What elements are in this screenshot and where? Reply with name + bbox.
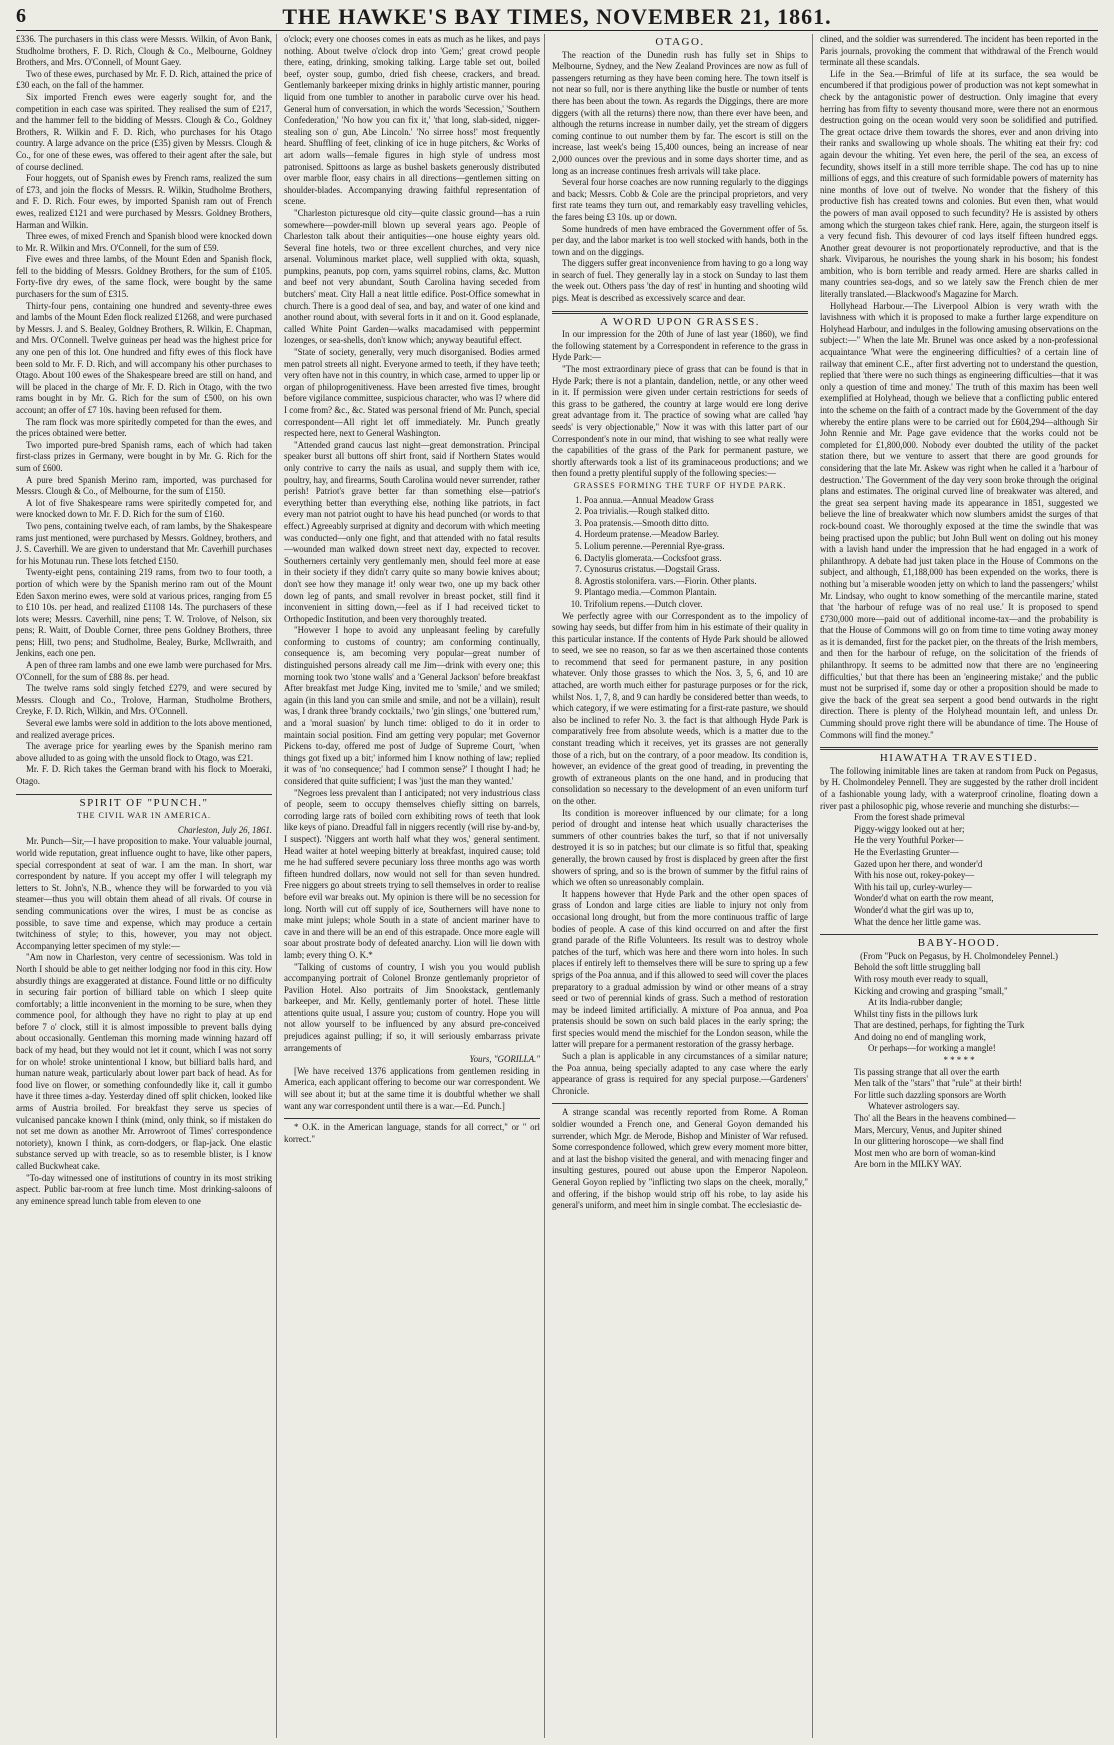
verse-line: That are destined, perhaps, for fighting the Turk (854, 1020, 1025, 1031)
list-item: 2. Poa trivialis.—Rough stalked ditto. (584, 506, 808, 518)
article-paragraph: "Am now in Charleston, very centre of secessionism. Was told in North I should be able to get neither lodging nor food in this city. How absurdly things are exaggerated at distance. Found little or no difficulty in securing fair portion of billiard table on which I sleep quite comfortably; a little inconvenient in the morning to be sure, when they commence pool, for although they have no right to play at up end before 7 o' clock, still it is almost impossible to prevent balls dying about occasionally. Gentleman this morning made winning hazard off back of my head, but they would not let it count, which I was not sorry for on whole! stroke unintentional I know, but billiard balls hard, and human nature weak, particularly about lower part back of head. As for food live on flower, or something confoundedly like it, call it gumbo have it three times a-day. Yesterday dined off split chicken, looked like arms of Austria broiled. For breakfast they serve us species of vulcanised pancake known I think (mind, only think, so if mistaken do not set me down as another Mr. Arrowroot of Times' correspondence notoriety), known I think, as corn-dodgers, or flap-jack. One elastic substance served up with treacle, so as to resemble blister, is I know called Buckwheat cake. (16, 952, 272, 1171)
verse-line: Are born in the MILKY WAY. (854, 1159, 962, 1170)
verse-line: Kicking and crowing and grasping "small," (854, 985, 1008, 996)
article-paragraph: £336. The purchasers in this class were Messrs. Wilkin, of Avon Bank, Studholme brothers, F. D. Rich, Clough & Co., Melbourne, Goldney Brothers, and Mrs. O'Connell, of Mount Gaey. (16, 34, 272, 68)
article-paragraph: A pure bred Spanish Merino ram, imported, was purchased for Messrs. Clough & Co., of Melbourne, for the sum of £150. (16, 474, 272, 497)
article-paragraph: Twenty-eight pens, containing 219 rams, from two to four tooth, a portion of which were by the Spanish merino ram out of the Mount Eden Saxon merino ewes, were sold at various prices, ranging from £5 to £10 10s. per head, and realized £1108 14s. The purchasers of these lots were; Messrs. Caverhill, nine pens; T. W. Trolove, of Nelson, six pens; R. Waitt, of Double Corner, three pens Goldney Brothers, three pens; Hill, two pens; and Studholme, Bealey, Burke, McIlwraith, and Jenkins, each one pen. (16, 567, 272, 659)
list-item: 7. Cynosurus cristatus.—Dogstail Grass. (584, 564, 808, 576)
article-paragraph: In our impression for the 20th of June of last year (1860), we find the following statement by a Correspondent in reference to the grass in Hyde Park:— (552, 329, 808, 363)
footnote-divider (284, 1118, 540, 1119)
verse-line: With his nose out, rokey-pokey— (854, 870, 975, 881)
punch-heading: SPIRIT OF "PUNCH." (79, 796, 209, 809)
footnote: * O.K. in the American language, stands for all correct," or " orl korrect." (284, 1122, 540, 1144)
article-paragraph: Some hundreds of men have embraced the Government offer of 5s. per day, and the labor market is too well stocked with hands, both in the town and on the diggings. (552, 223, 808, 257)
verse-line: Tho' all the Bears in the heavens combined— (854, 1113, 1016, 1124)
list-item: 6. Dactylis glomerata.—Cocksfoot grass. (584, 553, 808, 565)
column-4 (820, 34, 1098, 1738)
article-paragraph: Several four horse coaches are now running regularly to the diggings and back; Messrs. Cobb & Cole are the principal proprietors, and very first rate teams they turn out, and remarkably easy travelling vehicles, the fares being £3 10s. up or down. (552, 177, 808, 222)
article-paragraph: It happens however that Hyde Park and the other open spaces of grass of London and large cities are liable to injury not only from occasional long drought, but from the more continuous traffic of large bodies of people. A case of this kind occurred on and after the first grand parade of the Rifle Volunteers. Its result was to destroy whole patches of the turf, which was here and there worn into holes. In such places if entirely left to themselves there will be sure to spring up a few sprigs of the Poa annua, and if this allowed to seed will cover the places preparatory to a gradual admission by wind or other means of a stray seed or two of perennial kinds of grass. Such a method of restoration may be indeed limited artificially. A mixture of Poa annua, and Poa pratensis should be sown on such bald places in the early spring; the first species would mend the mischief for the London season, while the latter will prepare for a permanent restoration of the grassy herbage. (552, 888, 808, 1050)
article-paragraph: The twelve rams sold singly fetched £279, and were secured by Messrs. Clough and Co., Trolove, Harman, Studholme Brothers, Creyke, F. D. Rich, Wilkin, and Mrs. O'Connell. (16, 683, 272, 717)
article-paragraph: Life in the Sea.—Brimful of life at its surface, the sea would be encumbered if that prodigious power of production was not kept somewhat in check by the antagonistic power of destruction. Only imagine that every herring has from fifty to seventy thousand more, were there not an enormous destruction going on the ocean would very soon be solidified and putrified. The great octace drive them towards the shores, ever and anon driving into their ranks and swallowing up whole shoals. The whiting eat their fry: cod again devour the whiting. Yet even here, the peril of the sea, an excess of fecundity, shows itself in a still more terrible shape. The cod has up to nine millions of eggs, and this creature of such formidable powers of maternity has nine months of love out of twelve. No wonder that the fishery of this productive fish has created towns and colonies. But even then, what would the powers of man avail opposed to such fecundity? He is assisted by others among which the sturgeon takes chief rank. Here, again, the sturgeon itself is a very fecund fish. This devourer of cod lays itself fifteen hundred eggs. Another great devourer is not proportionately reproductive, and that is the shark. Viviparous, he nourishes the young shark in his bosom; his fondest ambition, who is born terrible and ready armed. Here are sharks called in many countries sea-dogs, and so we lately saw the French chien de mer literally translated.—Blackwood's Magazine for March. (820, 68, 1098, 300)
list-item: 5. Lolium perenne.—Perennial Rye-grass. (584, 541, 808, 553)
article-paragraph: o'clock; every one chooses comes in eats as much as he likes, and pays nothing. About twelve o'clock drop into 'Gem;' great crowd people there, eating, drinking, smoking talking. Large table set out, boiled beef, oyster soup, gumbo, dried fish cheese, crackers, and bread. Gentlemanly barkeeper mixing drinks in highly artistic manner, pouring liquid from one tumbler to another in parabolic curve over his head. General hum of conversation, in which the words 'Secession,' 'Southern Confederation,' 'No how you can fix it,' 'that long, slab-sided, nigger-stealing son o' gun, Abe Lincoln.' 'No sirree hoss!' most frequently heard. Shuffling of feet, clinking of ice in huge pitchers, &c Works of art adorn walls—female figures in high style of undress most patronised. Spittoons as large as bushel baskets generously distributed over marble floor, easy chairs in all directions—gentlemen sitting on shoulder-blades. Accompanying drawing faithful representation of scene. (284, 34, 540, 207)
editor-note: [We have received 1376 applications from gentlemen residing in America, each applicant offering to become our war correspondent. We will see about it; but at the same time it is doubtful whether we shall want any war correspondent until there is a war.—Ed. Punch.] (284, 1065, 540, 1111)
article-paragraph: "To-day witnessed one of institutions of country in its most striking aspect. Public bar-room at free lunch time. Most drinking-saloons of any eminence spread lunch table from eleven to one (16, 1172, 272, 1206)
verse-line: At its India-rubber dangle; (868, 997, 963, 1008)
verse-line: For little such dazzling sponsors are Worth (854, 1089, 1006, 1100)
section-divider (552, 1103, 808, 1104)
verse-break: * * * * * (943, 1055, 975, 1066)
article-paragraph: Such a plan is applicable in any circumstances of a similar nature; the Poa annua, being specially adapted to any case where the early appearance of grass is required for any special purpose.—Gardeners' Chronicle. (552, 1051, 808, 1096)
article-paragraph: Two pens, containing twelve each, of ram lambs, by the Shakespeare rams just mentioned, were purchased by Messrs. Goldney, brothers, and J. S. Caverhill. We are given to understand that Mr. Caverhill purchases for his Motunau run. These lots fetched £150. (16, 520, 272, 566)
otago-heading: OTAGO. (655, 36, 705, 48)
article-paragraph: Several ewe lambs were sold in addition to the lots above mentioned, and realized average prices. (16, 718, 272, 740)
article-paragraph: "Negroes less prevalent than I anticipated; not very industrious class of people, seem to occupy themselves chiefly sitting on barrels, corroding large rats of boiled corn exhibiting rows of teeth that look like keys of piano. Dreadful fall in niggers recently (will rise by-and-by, I suspect). 'Niggers ant worth half what they wos,' general sentiment. Head waiter at hotel weeping bitterly at breakfast, inquired cause; told me he had suffered severe pecuniary loss three months ago was worth fifteen hundred dollars, now would not sell for than seven hundred. Free niggers go about streets trying to sell themselves in order to realise before evil war breaks out. My opinion is there will be no secession for long. North will cut off supply of ice, Southerners will have none to make mint juleps; whole South in a state of ancient mariner have to cave in and there will be an end of this estrapade. Once more eagle will soar about prostrate body of defeated anarchy. Lion will lie down with lamb; every thing O. K.* (284, 787, 540, 960)
list-item: 10. Trifolium repens.—Dutch clover. (584, 599, 808, 611)
column-rule (276, 34, 277, 1738)
list-item: 3. Poa pratensis.—Smooth ditto ditto. (584, 518, 808, 530)
verse-line: Gazed upon her there, and wonder'd (854, 858, 983, 869)
grasses-heading: A WORD UPON GRASSES. (600, 315, 760, 328)
verse-line: Mars, Mercury, Venus, and Jupiter shined (854, 1124, 1002, 1135)
article-paragraph: Its condition is moreover influenced by our climate; for a long period of drought and intense heat which usually characterises the summers of other countries bakes the turf, so that if not universally destroyed it is so in patches; but our climate is so fitful that, speaking generally, the brown caused by frost is displaced by green after the first showers of spring, and so is the brown of summer by the fitful rains of which we often so unreasonably complain. (552, 807, 808, 888)
verse-line: Whatever astrologers say. (868, 1101, 960, 1112)
verse-line: Behold the soft little struggling ball (854, 962, 981, 973)
article-paragraph: clined, and the soldier was surrendered. The incident has been reported in the Paris journals, provoking the comment that withdrawal of the French would terminate all these scandals. (820, 34, 1098, 68)
column-2 (284, 34, 540, 1738)
article-paragraph: "Talking of customs of country, I wish you you would publish accompanying portrait of Colonel Bronze gentlemanly proprietor of Pavilion Hotel. Also portraits of Jim Snookstack, gentlemanly barkeeper, and Mr. Kelly, gentlemanly porter of hotel. These little attentions quite usual, I assure you; custom of country. Hope you will not allow yourself to be influenced by any absurd pre-conceived prejudices against pulling; if so, it will seriously embarrass private arrangements of (284, 961, 540, 1053)
article-paragraph: "Charleston picturesque old city—quite classic ground—has a ruin somewhere—powder-mill blown up several years ago. People of Charleston talk about their antiquities—one house eighty years old. Several fine hotels, two or three excellent churches, and very nice arsenal. Voluminous market place, well supplied with okta, squash, pumpkins, peanuts, pop corn, yams squirrel robins, clams, &c. Mutton and beef not very abundant, South Carolina having seceded from butchers' meat. City Hall a neat little edifice. Post-Office somewhat in church. There is a good deal of sea, and bay, and water of one kind and another round about, with several forts in it and on it. Good esplanade, called White Point Garden—walks macadamised with peppermint lozenges, or sea-shells, don't know which; anyway beautiful effect. (284, 207, 540, 346)
article-paragraph: We perfectly agree with our Correspondent as to the impolicy of sowing hay seeds, but differ from him in his estimate of their quality in this particular instance. If the contents of Hyde Park should be allowed to seed, we see no reason, so far as we then ascertained those contents to recommend that seed for permanent pasture, in any position whatever. Only those grasses to which the Nos. 3, 5, 6, and 10 are attached, are worth much either for pasturage purposes or for the rick, whilst Nos. 1, 7, 8, and 9 can hardly be considered better than weeds, to which category, if we were estimating for a first-rate pasture, we should also be inclined to refer No. 3. the fact is that although Hyde Park is comparatively free from absolute weeds, which is a matter due to the constant treading which it receives, yet its grasses are not generally those of a rich, but on the contrary, of a poor meadow. Its condition is, however, an evidence of the great good of treading, in preventing the growth of extraneous plants on the one hand, and in producing that consolidation so necessary to the development of an even uniform turf on the other. (552, 610, 808, 806)
article-paragraph: Four hoggets, out of Spanish ewes by French rams, realized the sum of £73, and join the flocks of Messrs. R. Wilkin, Studholme Brothers, and F. D. Rich. Four ewes, by imported Spanish ram out of French ewes, realized £121 and were purchased by Messrs. Goldney Brothers, Harman and Wilkin. (16, 173, 272, 230)
babyhood-subheading: (From "Puck on Pegasus, by H. Cholmondeley Pennel.) (860, 950, 1058, 961)
list-item: 1. Poa annua.—Annual Meadow Grass (584, 495, 808, 507)
verse-line: Men talk of the "stars" that "rule" at their birth! (854, 1078, 1023, 1089)
article-paragraph: Thirty-four pens, containing one hundred and seventy-three ewes and lambs of the Mount Eden flock realized £1268, and were purchased by Messrs. J. and S. Bealey, Goldney Brothers, R. Wilkin, E. Chapman, and Mrs. O'Connell. Twelve guineas per head was the highest price for any one pen of this lot. One hundred and fifty ewes of this flock have been sold to Mr. F. D. Rich, and will accompany his other purchases to Otago. About 100 ewes of the Shakespeare breed are still on hand, and will be placed in the charge of Mr. F. D. Rich in Otago, with the two rams bought in by Mr. G. Rich for the sum of £500, on his own account; an offer of £7 10s. having been refused for them. (16, 300, 272, 415)
list-item: 8. Agrostis stolonifera. vars.—Fiorin. Other plants. (584, 576, 808, 588)
section-divider (820, 934, 1098, 935)
section-divider (820, 747, 1098, 750)
article-paragraph: Mr. Punch—Sir,—I have proposition to make. Your valuable journal, world wide reputation, great influence ought to have, like other papers, special correspondent at seat of war. I am the man. In short, war correspondent by nature. If you accept my offer I will telegraph my letters to St. John's, N.B., whence they will be forwarded to you vià steamer—thus you will obtain them ahead of all rivals. Of course in sending communications over the wires, I must be as concise as possible, to save time and expense, which may produce a certain twitchiness of style; to this, however, you may not object. Accompanying letter specimen of my style:— (16, 836, 272, 951)
article-paragraph: Mr. F. D. Rich takes the German brand with his flock to Moeraki, Otago. (16, 764, 272, 786)
column-1 (16, 34, 272, 1738)
article-paragraph: Two of these ewes, purchased by Mr. F. D. Rich, attained the price of £30 each, on the fall of the hammer. (16, 68, 272, 91)
article-paragraph: The reaction of the Dunedin rush has fully set in Ships to Melbourne, Sydney, and the New Zealand Provinces are now as full of passengers returning as they have been coming here. The town itself is not near so full, nor is there anything like the bustle or number of tents there has been about the town. As regards the Diggings, there are more diggers (with all the returns) there now, than there ever have been, and although the returns increase in number daily, yet the stream of diggers coming continue to out number them by far. The escort is still on the increase, last week's being 15,400 ounces, being an increase of near 2,000 ounces over the previous and in some days shorter time, and as long as an increase continues fresh arrivals will take place. (552, 49, 808, 176)
article-paragraph: The diggers suffer great inconvenience from having to go a long way in search of fuel. They generally lay in a stock on Sunday to last them the week out. Others pass 'the day of rest' in hunting and shooting wild pigs. Meat is described as excessively scarce and dear. (552, 258, 808, 304)
verse-line: In our glittering horoscope—we shall find (854, 1136, 1004, 1147)
masthead (16, 4, 1098, 31)
hiawatha-intro: The following inimitable lines are taken at random from Puck on Pegasus, by H. Cholmondeley Pennell. They are suggested by the rather droll incident of a fashionable young lady, with a waterproof crinoline, floating down a river past a philosophic pig, whose reverie and munching she disturbs:— (820, 765, 1098, 811)
grasses-list-heading: GRASSES FORMING THE TURF OF HYDE PARK. (573, 480, 787, 490)
article-paragraph: Six imported French ewes were eagerly sought for, and the competition in each case was spirited. They realised the sum of £217, and the hammer fell to the bidding of Messrs. Clough & Co., Goldney Brothers, R. Wilkin and F. D. Rich, who purchases for his Otago country. A large advance on the price (£35) given by Messrs. Clough & Co., for one of these ewes, was offered to their agent after the sale, but of course declined. (16, 91, 272, 172)
article-paragraph: "State of society, generally, very much disorganised. Bodies armed men patrol streets all night. Everyone armed to teeth, if they have teeth; very often have not in this country, in which case, armed to upper lip or organ of philoprogenitiveness. Have been arrested five times, brought before vigilance committee, suspicious character, who was I? where did I come from? &c., &c. Stated was personal friend of Mr. Punch, special correspondent—All right let off immediately. Mr. Punch greatly respected here, next to General Washington. (284, 347, 540, 439)
verse-line: Tis passing strange that all over the earth (854, 1066, 1000, 1077)
signoff: Yours, "GORILLA." (469, 1054, 540, 1065)
column-rule (812, 34, 813, 1738)
article-paragraph: The average price for yearling ewes by the Spanish merino ram above alluded to as going with the unsold flock to Otago, was £21. (16, 741, 272, 763)
verse-line: From the forest shade primeval (854, 812, 965, 823)
verse-line: And doing no end of mangling work, (854, 1031, 986, 1042)
article-paragraph: Five ewes and three lambs, of the Mount Eden and Spanish flock, fell to the bidding of Messrs. Goldney Brothers, for the sum of £105. Forty-five dry ewes, of the same flock, were bought by the same purchasers for the sum of £315. (16, 254, 272, 300)
article-paragraph: A pen of three ram lambs and one ewe lamb were purchased for Mrs. O'Connell, for the sum of £88 8s. per head. (16, 660, 272, 682)
article-paragraph: Hollyhead Harbour.—The Liverpool Albion is very wrath with the lavishness with which it is proposed to make a further large expenditure on Holyhead Harbour, and indulges in the following amusing observations on the subject:—" When the late Mr. Brunel was once asked by a non-professional acquaintance 'What were the engineering difficulties? of a certain line of railway that eminent C.E., after first adverting not to understand the question, replied that 'there were no such things as engineering difficulties—that it was only a question of time and money.' The truth of this maxim has been well exemplified at Holyhead, though we believe that a conflicting public entered into the scheme on the faith of a contract made by the Government of the day whereby the entire plans were to be carried out for £604,294—although Sir John Rennie and Mr. Page gave evidence that the works could not be completed for £1,800,000. Nobody ever doubted the utility of the packet station there, but we venture to assert that there are good grounds for considering that the late Mr. Askew was right when he called it a 'harbour of destruction.' The Government of the day very soon broke through the original plans and estimates. The original curved line of breakwater was altered, and the great sea serpent having made its appearance in 1851, suggested we believe the line of breakwater which now slumbers amidst the surges of that rock-bound coast. We thoroughly exposed at the time the swindle that was being practised upon the public; but John Bull went on doling out his money with a lavish hand under the impression that he had engaged in a work of philanthropy. A debate had just taken place in the House of Commons on the subject, and although, £1,188,000 has been expended on the works, there is nothing but 'a miserable wooden jetty on which to land the passengers;' whilst Mr. Lindsay, who ought to know something of the mercantile marine, stated that 'the harbour of refuge was of no real use.' It is proposed to spend £730,000 more—paid out of additional income-tax—and the probability is that the House of Commons will go on from time to time voting away money as it is demanded, first for the packet pier, on the threats of the Irish members, and then for the harbour of refuge, on the solicitation of the friends of philanthropy. It seems to be admitted now that there are no 'engineering difficulties,' but that there has been an 'engineering mistake;' and the public must not be surprised if, some day or other a proposition should be made to give the back of the great sea serpent a good bend outwards in the right direction. There is plenty of the Holyhead mountain left, and unless Dr. Cumming should prove right there will be abundance of time. The House of Commons will find the money." (820, 300, 1098, 740)
hiawatha-heading: HIAWATHA TRAVESTIED. (879, 752, 1039, 765)
verse-line: Wonder'd what on earth the row meant, (854, 893, 994, 904)
grasses-list (552, 495, 808, 611)
article-paragraph: "Attended grand caucus last night—great demonstration. Principal speaker burst all buttons off shirt front, said if Northern States would only contrive to carry the nails as usual, and supply them with ice, poultry, hay, and firearms, South Carolina would never surrender, rather perish! Patriot's grave better far than something else—patriot's everything better than everything else, nothing like patriots, in fact every man not patriot ought to have his head punched (or words to that effect.) Agreeably surprised at dignity and decorum with which meeting was conducted—only one fight, and that attended with no fatal results—wounded man walked down street next day, expected to recover. Southerners certainly very gentlemanly men, should feel more at ease in their society if they didn't carry quite so many bowie knives about; don't see how they manage it! only wear two, one up my back other down leg of pants, and small revolver in breast pocket, still find it inconvenient in sitting down,—feel as if I had received ticket to Orthopedic Institution, and been very thoroughly treated. (284, 439, 540, 624)
verse-line: Piggy-wiggy looked out at her; (854, 823, 965, 834)
babyhood-heading: BABY-HOOD. (917, 937, 1001, 950)
punch-dateline: Charleston, July 26, 1861. (177, 824, 272, 835)
verse-line: Wonder'd what the girl was up to, (854, 904, 974, 915)
verse-line: With rosy mouth ever ready to squall, (854, 973, 988, 984)
verse-line: Whilst tiny fists in the pillows lurk (854, 1008, 978, 1019)
list-item: 9. Plantago media.—Common Plantain. (584, 587, 808, 599)
verse-line: He the Everlasting Grunter— (854, 846, 959, 857)
punch-subheading: THE CIVIL WAR IN AMERICA. (76, 811, 212, 821)
column-rule (544, 34, 545, 1738)
section-divider (16, 794, 272, 795)
column-3 (552, 34, 808, 1738)
verse-line: He the very Youthful Porker— (854, 835, 964, 846)
page-number: 6 (16, 5, 26, 27)
verse-line: What the dence her little game was. (854, 916, 981, 927)
article-paragraph: Three ewes, of mixed French and Spanish blood were knocked down to Mr. R. Wilkin and Mrs. O'Connell, for the sum of £59. (16, 231, 272, 253)
article-paragraph: "The most extraordinary piece of grass that can be found is that in Hyde Park; there is not a plantain, dandelion, nettle, or any other weed in it. If permission were given under certain restrictions for seeds of this grass to be gathered, the country at large would ere long derive great advantage from it. The practice of sowing what are called 'hay seeds' is very objectionable," Now it was with this latter part of our Correspondent's note in our mind, that wishing to see what really were the capabilities of the grass of the Park for permanent pasture, we shortly afterwards took a list of its graminaceous productions; and we then found a pretty plentiful supply of the following species:— (552, 364, 808, 479)
article-paragraph: A lot of five Shakespeare rams were spiritedly competed for, and were knocked down to Mr. F. D. Rich for the sum of £160. (16, 497, 272, 520)
masthead-title: THE HAWKE'S BAY TIMES, NOVEMBER 21, 1861. (282, 4, 832, 29)
article-paragraph: Two imported pure-bred Spanish rams, each of which had taken first-class prizes in Germany, were bought in by Mr. G. Rich for the sum of £600. (16, 439, 272, 473)
verse-line: Or perhaps—for working a mangle! (868, 1043, 996, 1054)
section-divider (552, 311, 808, 314)
article-paragraph: A strange scandal was recently reported from Rome. A Roman soldier wounded a French one, and General Goyon demanded his surrender, which Mgr. de Merode, Bishop and Minister of War refused. Some correspondence followed, which grew every moment more bitter, and at last the bishop visited the general, and with menacing finger and insulting gestures, poured out abuse upon the Emperor Napoleon. General Goyon replied by "inflicting two slaps on the cheek, morally," and offering, if the bishop would strip off his robe, to lay aside his general's uniform, and meet him in single combat. The ecclesiastic de- (552, 1107, 808, 1211)
verse-line: Most men who are born of woman-kind (854, 1147, 996, 1158)
article-paragraph: "However I hope to avoid any unpleasant feeling by carefully conforming to customs of country; am conforming continually, consequence is, am becoming very popular—great number of distinguished persons already call me Jim—drink with every one; this morning took two 'stone walls' and a 'General Jackson' before breakfast After breakfast met Judge King, invited me to 'smile,' and we smiled; again (in this land you can smile and smile, and not be a villain), result was, I drank three 'brandy cocktails,' two 'gin slings,' one 'buttered rum,' and a 'moral suasion' by lunch time: obliged to do it in order to maintain social position. Find am getting very popular; met Governor Pickens to-day, offered me post of Judge of Supreme Court, 'when things got fixed up a bit;' informed him I know nothing of law; replied it was of 'no consequence;' had I common sense?' I thought I had; he considered that quite sufficient; I was 'just the man they wanted.' (284, 625, 540, 786)
list-item: 4. Hordeum pratense.—Meadow Barley. (584, 529, 808, 541)
verse-line: With his tail up, curley-wurley— (854, 881, 972, 892)
article-paragraph: The ram flock was more spiritedly competed for than the ewes, and the prices obtained were better. (16, 416, 272, 439)
